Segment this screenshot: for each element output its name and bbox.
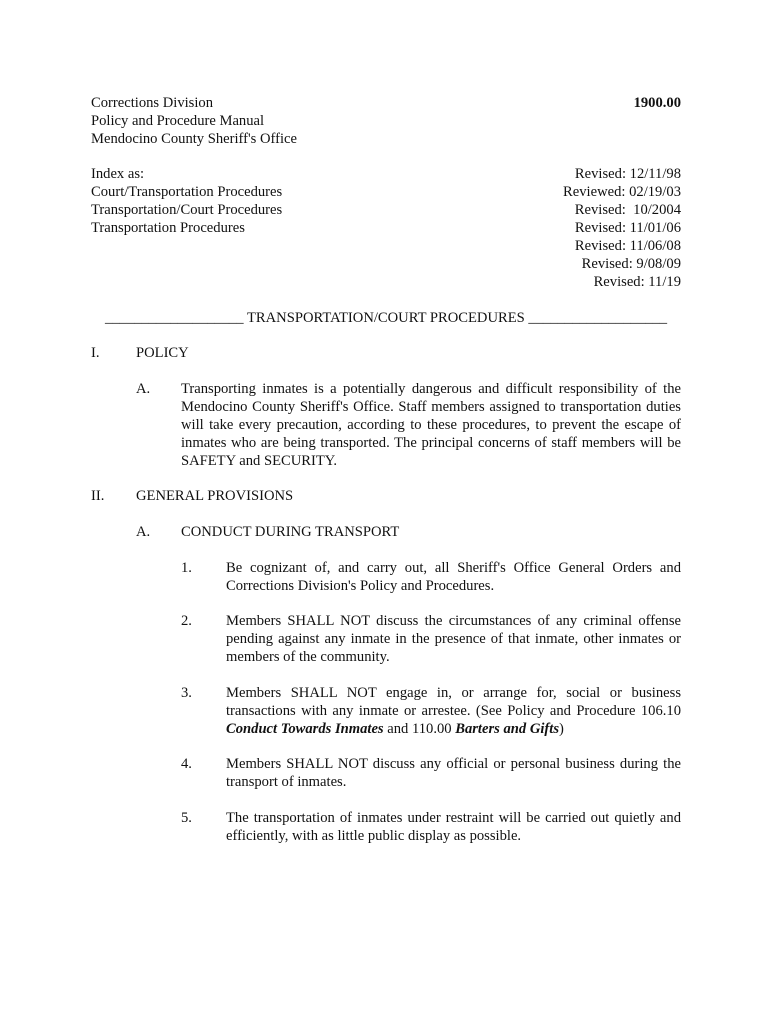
- document-header: [91, 94, 681, 148]
- item-text: [226, 684, 681, 738]
- item-text: Members SHALL NOT discuss any official or personal business during the transport of inmates.: [226, 756, 681, 790]
- manual-name: Policy and Procedure Manual: [91, 113, 265, 129]
- item-text: The transportation of inmates under restraint will be carried out quietly and efficiently, with as little public display as possible.: [226, 810, 681, 844]
- document-title: ___________________ TRANSPORTATION/COURT PROCEDURES ___________________: [104, 310, 668, 326]
- subsection-heading: CONDUCT DURING TRANSPORT: [181, 524, 400, 540]
- revision-list: [563, 165, 681, 291]
- policy-reference: Conduct Towards Inmates: [226, 721, 384, 737]
- section-heading: GENERAL PROVISIONS: [136, 488, 294, 504]
- office-name: Mendocino County Sheriff's Office: [91, 131, 297, 147]
- revision-date: Revised: 11/19: [593, 274, 681, 290]
- revision-date: Revised: 12/11/98: [574, 166, 681, 182]
- revision-date: Reviewed: 02/19/03: [563, 184, 681, 200]
- division-name: Corrections Division: [91, 95, 214, 111]
- item-text: Be cognizant of, and carry out, all Sheriff's Office General Orders and Corrections Division's Policy and Procedures.: [226, 560, 681, 594]
- item-text-part: Members SHALL NOT engage in, or arrange for, social or business transactions with any inmate or arrestee. (See Policy and Procedure 106.10: [226, 685, 681, 719]
- index-entry: Transportation/Court Procedures: [91, 202, 283, 218]
- index-entry: Transportation Procedures: [91, 220, 245, 236]
- policy-paragraph: Transporting inmates is a potentially dangerous and difficult responsibility of the Mendocino County Sheriff's Office. Staff members assigned to transportation duties will take every precaution, according to these procedures, to prevent the escape of inmates who are being transported. The principal concerns of staff members will be SAFETY and SECURITY.: [181, 381, 681, 469]
- item-text-part: and 110.00: [383, 721, 456, 737]
- subsection-number: A.: [136, 381, 151, 397]
- policy-number: 1900.00: [633, 95, 681, 111]
- index-entry: Court/Transportation Procedures: [91, 184, 283, 200]
- index-label: Index as:: [91, 166, 145, 182]
- policy-reference: Barters and Gifts: [455, 721, 560, 737]
- section-heading: POLICY: [136, 345, 189, 361]
- revision-date: Revised: 10/2004: [574, 202, 681, 218]
- item-text-part: ): [559, 721, 564, 737]
- index-list: [91, 165, 282, 291]
- item-number: 2.: [181, 613, 192, 629]
- revision-date: Revised: 11/01/06: [574, 220, 681, 236]
- item-number: 3.: [181, 685, 192, 701]
- section-number: II.: [91, 488, 105, 504]
- item-number: 4.: [181, 756, 192, 772]
- item-text: Members SHALL NOT discuss the circumstances of any criminal offense pending against any inmate in the presence of that inmate, other inmates or members of the community.: [226, 613, 681, 665]
- item-number: 1.: [181, 560, 192, 576]
- revision-date: Revised: 11/06/08: [574, 238, 681, 254]
- subsection-number: A.: [136, 524, 151, 540]
- item-number: 5.: [181, 810, 192, 826]
- revision-date: Revised: 9/08/09: [581, 256, 681, 272]
- section-number: I.: [91, 345, 100, 361]
- index-block: [91, 165, 681, 291]
